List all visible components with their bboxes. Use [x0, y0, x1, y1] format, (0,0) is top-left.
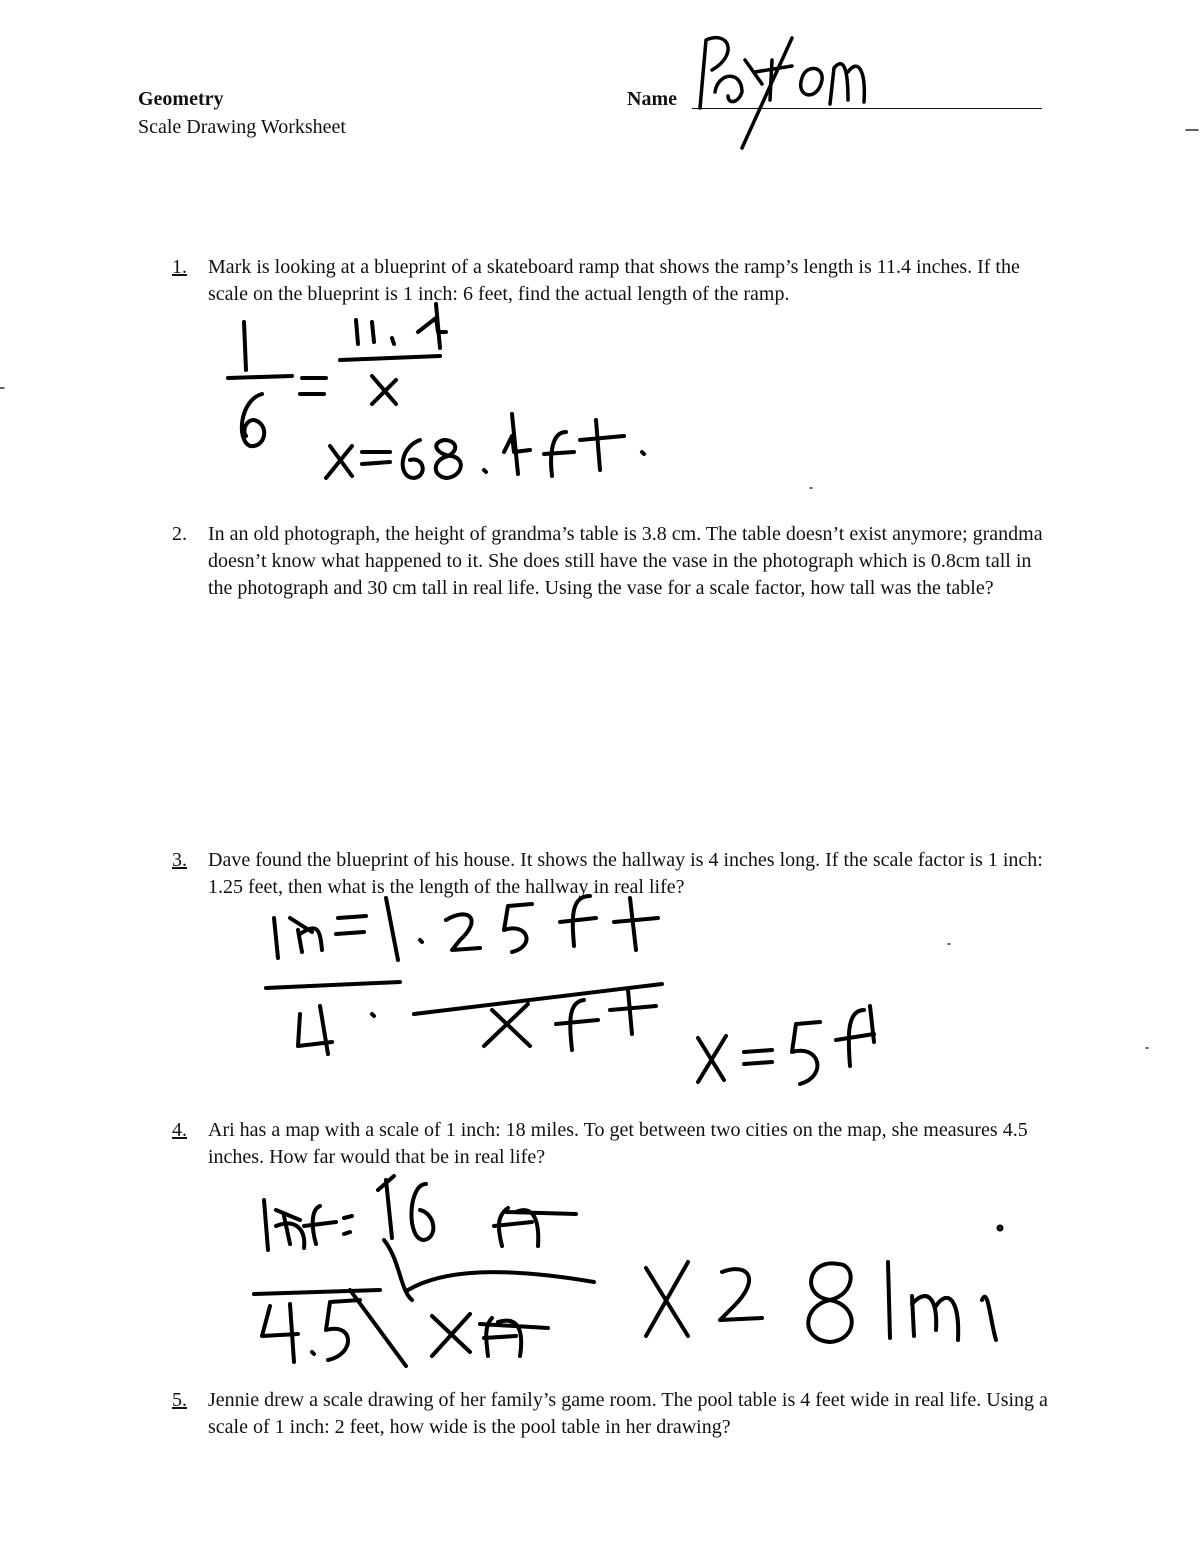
- handwritten-name: [700, 38, 864, 148]
- handwritten-answer-1: [228, 304, 644, 478]
- name-line: [692, 108, 1042, 109]
- question-text: In an old photograph, the height of grandma’s table is 3.8 cm. The table doesn’t exist anymore; grandma doesn’t know what happened to it. She does still have the vase in the photograph which is 0.8cm tall in the photograph and 30 cm tall in real life. Using the vase for a scale factor, how tall was the table?: [208, 523, 1043, 599]
- question-1: [172, 254, 1052, 308]
- name-label: Name: [627, 88, 677, 110]
- question-text: Ari has a map with a scale of 1 inch: 18 miles. To get between two cities on the map, she measures 4.5 inches. How far would that be in real life?: [208, 1119, 1028, 1168]
- question-text: Jennie drew a scale drawing of her family’s game room. The pool table is 4 feet wide in real life. Using a scale of 1 inch: 2 feet, how wide is the pool table in her drawing?: [208, 1389, 1048, 1438]
- question-text: Mark is looking at a blueprint of a skateboard ramp that shows the ramp’s length is 11.4 inches. If the scale on the blueprint is 1 inch: 6 feet, find the actual length of the ramp.: [208, 256, 1020, 305]
- course-title: Geometry: [138, 88, 224, 110]
- question-4: [172, 1117, 1052, 1171]
- handwritten-answer-3: [266, 896, 874, 1084]
- question-number: 1.: [172, 256, 187, 278]
- question-text: Dave found the blueprint of his house. It shows the hallway is 4 inches long. If the scale factor is 1 inch: 1.25 feet, then what is the length of the hallway in real life?: [208, 849, 1043, 898]
- question-2: [172, 521, 1052, 602]
- question-number: 2.: [172, 523, 187, 545]
- question-number: 5.: [172, 1389, 187, 1411]
- worksheet-subtitle: Scale Drawing Worksheet: [138, 116, 346, 138]
- question-number: 4.: [172, 1119, 187, 1141]
- handwritten-answer-4: [254, 1176, 1002, 1366]
- question-number: 3.: [172, 849, 187, 871]
- question-3: [172, 847, 1052, 901]
- question-5: [172, 1387, 1052, 1441]
